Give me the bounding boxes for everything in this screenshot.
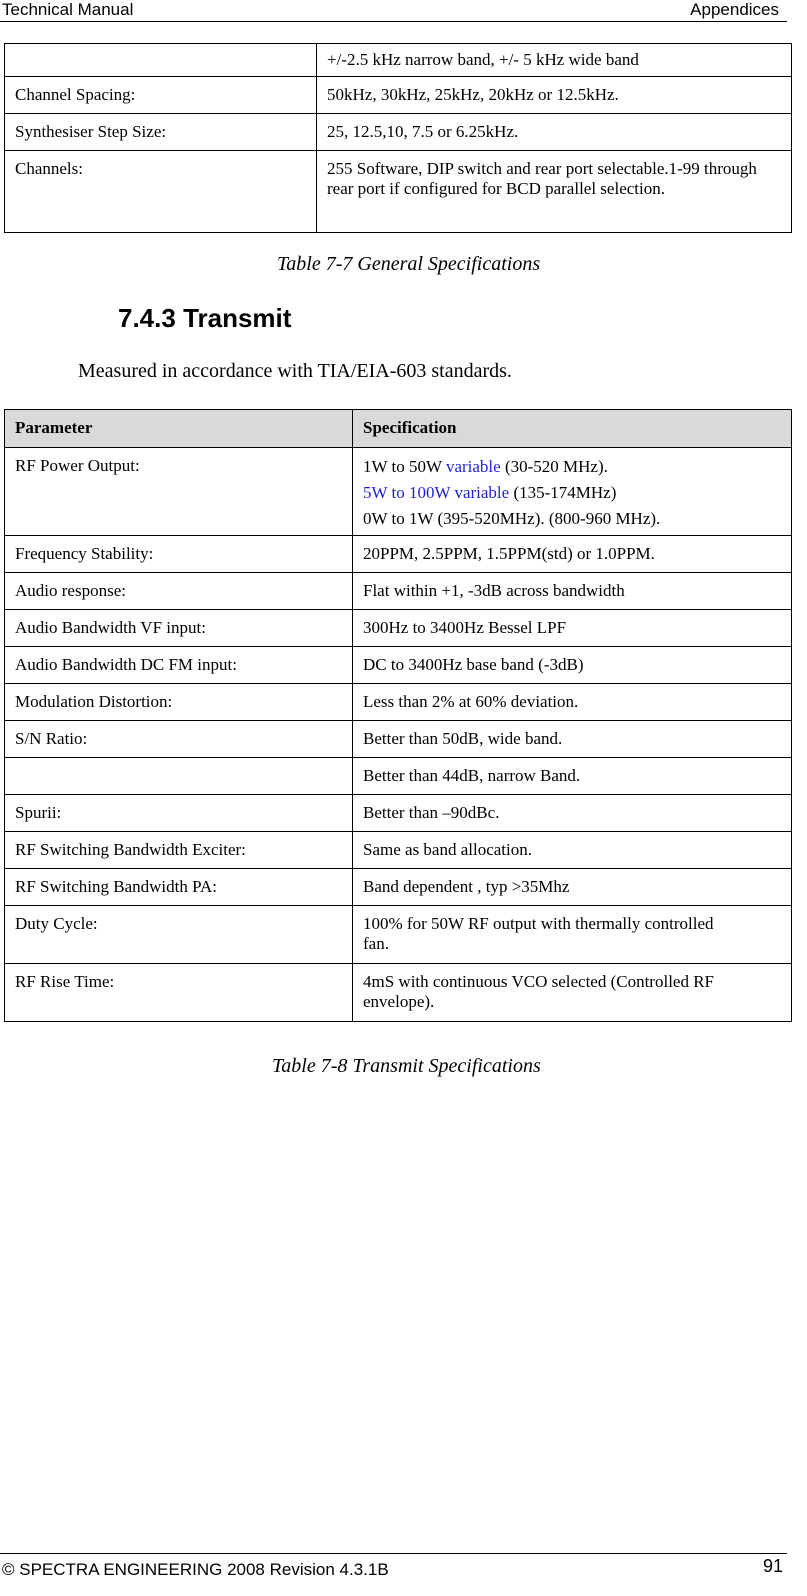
table-row xyxy=(5,795,792,832)
table-row xyxy=(5,906,792,964)
variable-note: variable xyxy=(445,457,501,476)
param-cell: Audio response: xyxy=(5,573,353,610)
page-number: 91 xyxy=(762,1556,783,1576)
spec-cell: Better than 44dB, narrow Band. xyxy=(353,758,792,795)
table-row xyxy=(5,448,792,536)
table-row xyxy=(5,758,792,795)
spec-line: 5W to 100W variable (135-174MHz) xyxy=(363,483,617,502)
section-number: 7.4.3 xyxy=(118,303,176,333)
page-footer xyxy=(0,1553,787,1584)
table-row xyxy=(5,151,792,233)
spec-cell: 255 Software, DIP switch and rear port selectable.1-99 through rear port if configured for BCD parallel selection. xyxy=(317,151,792,233)
transmit-specifications-table xyxy=(4,409,792,1022)
table-row xyxy=(5,573,792,610)
table-row xyxy=(5,964,792,1022)
general-specifications-table xyxy=(4,43,792,233)
table-row xyxy=(5,610,792,647)
header-title: Technical Manual xyxy=(2,0,134,19)
param-cell: Audio Bandwidth VF input: xyxy=(5,610,353,647)
spec-cell: Better than –90dBc. xyxy=(353,795,792,832)
spec-cell: 50kHz, 30kHz, 25kHz, 20kHz or 12.5kHz. xyxy=(317,77,792,114)
param-cell: Frequency Stability: xyxy=(5,536,353,573)
param-cell: Channels: xyxy=(5,151,317,233)
table-header-row xyxy=(5,410,792,448)
table-row xyxy=(5,114,792,151)
spec-cell: Same as band allocation. xyxy=(353,832,792,869)
header-section: Appendices xyxy=(690,0,779,19)
param-cell: Modulation Distortion: xyxy=(5,684,353,721)
table-row xyxy=(5,77,792,114)
spec-cell: +/-2.5 kHz narrow band, +/- 5 kHz wide band xyxy=(317,44,792,77)
param-cell: RF Switching Bandwidth Exciter: xyxy=(5,832,353,869)
spec-cell: Flat within +1, -3dB across bandwidth xyxy=(353,573,792,610)
spec-cell: 4mS with continuous VCO selected (Controlled RF envelope). xyxy=(353,964,792,1022)
table-row xyxy=(5,44,792,77)
param-cell: RF Switching Bandwidth PA: xyxy=(5,869,353,906)
table-row xyxy=(5,721,792,758)
param-cell: Duty Cycle: xyxy=(5,906,353,964)
param-cell: Channel Spacing: xyxy=(5,77,317,114)
param-cell: Audio Bandwidth DC FM input: xyxy=(5,647,353,684)
spec-line: 1W to 50W variable (30-520 MHz). xyxy=(363,457,608,476)
spec-cell: 100% for 50W RF output with thermally controlled fan. xyxy=(353,906,792,964)
table-row xyxy=(5,832,792,869)
param-cell: Synthesiser Step Size: xyxy=(5,114,317,151)
param-cell: S/N Ratio: xyxy=(5,721,353,758)
table-row xyxy=(5,536,792,573)
param-cell: RF Rise Time: xyxy=(5,964,353,1022)
table-row xyxy=(5,869,792,906)
parameter-header: Parameter xyxy=(5,410,353,448)
spec-cell: 300Hz to 3400Hz Bessel LPF xyxy=(353,610,792,647)
param-cell: Spurii: xyxy=(5,795,353,832)
intro-paragraph: Measured in accordance with TIA/EIA-603 standards. xyxy=(78,360,512,382)
param-cell xyxy=(5,44,317,77)
spec-line: 0W to 1W (395-520MHz). (800-960 MHz). xyxy=(363,509,661,528)
spec-cell: 20PPM, 2.5PPM, 1.5PPM(std) or 1.0PPM. xyxy=(353,536,792,573)
spec-cell xyxy=(353,448,792,536)
param-cell xyxy=(5,758,353,795)
page-header xyxy=(0,0,787,22)
specification-header: Specification xyxy=(353,410,792,448)
table-caption: Table 7-8 Transmit Specifications xyxy=(272,1055,541,1077)
param-cell: RF Power Output: xyxy=(5,448,353,536)
spec-cell: Less than 2% at 60% deviation. xyxy=(353,684,792,721)
table-row xyxy=(5,647,792,684)
copyright-text: © SPECTRA ENGINEERING 2008 Revision 4.3.1B xyxy=(2,1560,389,1579)
table-row xyxy=(5,684,792,721)
spec-cell: Band dependent , typ >35Mhz xyxy=(353,869,792,906)
spec-cell: 25, 12.5,10, 7.5 or 6.25kHz. xyxy=(317,114,792,151)
spec-cell: Better than 50dB, wide band. xyxy=(353,721,792,758)
section-title: Transmit xyxy=(183,303,292,333)
section-heading xyxy=(118,303,291,334)
variable-note: 5W to 100W variable xyxy=(363,483,510,502)
table-caption: Table 7-7 General Specifications xyxy=(277,253,541,275)
spec-cell: DC to 3400Hz base band (-3dB) xyxy=(353,647,792,684)
